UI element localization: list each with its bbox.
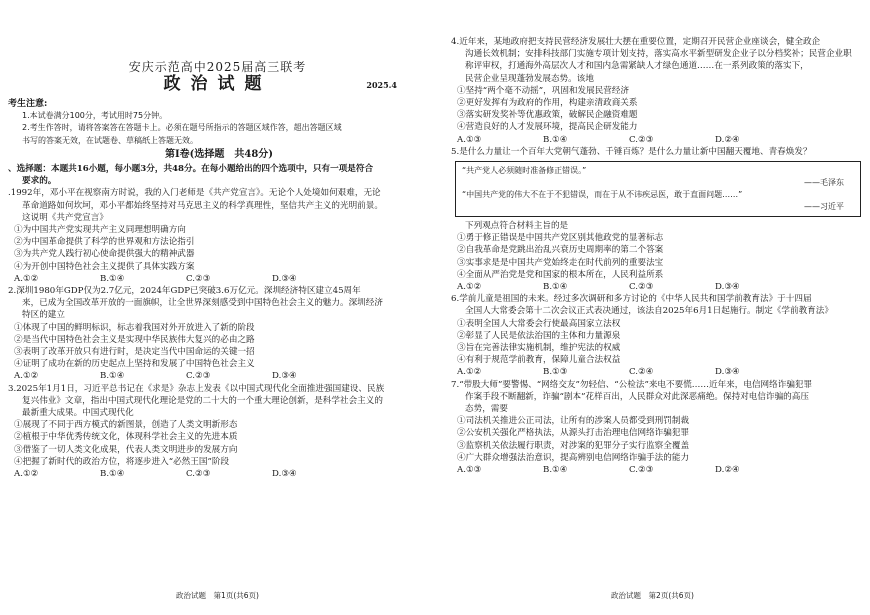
option: ②是当代中国特色社会主义是实现中华民族伟大复兴的必由之路 xyxy=(14,334,255,345)
option: ②为中国革命提供了科学的世界观和方法论指引 xyxy=(14,237,195,248)
question-3 xyxy=(8,383,430,481)
answer-c: C.②③ xyxy=(186,371,211,382)
quote-author: ——毛泽东 xyxy=(804,178,844,188)
question-stem: 态势，需要 xyxy=(465,404,508,415)
quote-author: ——习近平 xyxy=(804,202,844,212)
question-stem: 4.近年来，某地政府把支持民营经济发展壮大摆在重要位置，定期召开民营企业座谈会，健全政企 xyxy=(451,37,821,47)
option: ①体现了中国的鲜明标识，标志着我国对外开放进入了新的阶段 xyxy=(14,322,255,333)
exam-title: 政治试题 xyxy=(163,74,272,94)
answer-d: D.③④ xyxy=(272,273,297,284)
option: ②更好发挥有为政府的作用，构建亲清政商关系 xyxy=(457,98,638,109)
answer-b: B.①④ xyxy=(543,465,568,476)
answer-a: A.①② xyxy=(14,371,39,382)
answer-choices xyxy=(8,273,430,285)
option: ②公安机关强化严格执法，从源头打击治理电信网络诈骗犯罪 xyxy=(457,428,690,439)
option: ③表明了改革开放只有进行时，是决定当代中国命运的关键一招 xyxy=(14,347,255,358)
option: ④为开创中国特色社会主义提供了具体实践方案 xyxy=(14,261,195,272)
answer-b: B.①③ xyxy=(543,367,568,378)
section-intro: 、选择题：本题共16小题，每小题3分，共48分。在每小题给出的四个选项中，只有一项是符合 xyxy=(8,164,374,175)
answer-c: C.②③ xyxy=(629,134,654,145)
option: ①勇于修正错误是中国共产党区别其他政党的显著标志 xyxy=(457,233,664,244)
option: ③为共产党人践行初心使命提供强大的精神武器 xyxy=(14,249,195,260)
answer-d: D.③④ xyxy=(272,469,297,480)
answer-b: B.①④ xyxy=(543,282,568,293)
answer-c: C.②③ xyxy=(186,469,211,480)
answer-b: B.①④ xyxy=(100,273,125,284)
notice-item: 书写的答案无效，在试题卷、草稿纸上答题无效。 xyxy=(22,135,198,145)
answer-d: D.③④ xyxy=(715,282,740,293)
question-stem: 3.2025年1月1日，习近平总书记在《求是》杂志上发表《以中国式现代化全面推进强国建设、民族 xyxy=(8,383,385,394)
left-column xyxy=(8,98,430,480)
quote-box xyxy=(455,161,861,217)
option: ③落实研发奖补等优惠政策，破解民企融资难题 xyxy=(457,110,638,121)
question-stem: 5.是什么力量让一个百年大党朝气蓬勃、千锤百炼？是什么力量让新中国翻天覆地、青春焕发？ xyxy=(451,146,812,157)
quote-text: “中国共产党的伟大不在于不犯错误，而在于从不讳疾忌医，敢于直面问题……” xyxy=(462,190,743,200)
answer-c: C.②③ xyxy=(629,282,654,293)
option: ③监察机关依法履行职责，对涉案的犯罪分子实行监察全覆盖 xyxy=(457,440,690,451)
question-7 xyxy=(451,379,865,477)
question-stem: 民营企业呈现蓬勃发展态势。该地 xyxy=(465,73,594,84)
answer-choices xyxy=(8,468,430,480)
question-stem: 全国人大常委会第十二次会议正式表决通过，该法自2025年6月1日起施行。制定《学前教育法》 xyxy=(465,306,833,317)
title-row xyxy=(0,72,435,96)
question-1 xyxy=(8,187,430,285)
page-footer: 政治试题 第2页(共6页) xyxy=(611,591,694,600)
answer-a: A.①③ xyxy=(457,134,482,145)
question-stem: 7.“带股大师”要警惕、“网络交友”勿轻信、“公检法”来电不要慌……近年来，电信网络诈骗犯罪 xyxy=(451,379,813,390)
answer-b: B.①④ xyxy=(100,371,125,382)
answer-d: D.③④ xyxy=(715,367,740,378)
question-stem: 2.深圳1980年GDP仅为2.7亿元，2024年GDP已突破3.6万亿元。深圳经济特区建立45周年 xyxy=(8,286,361,297)
answer-choices xyxy=(451,464,865,476)
answer-a: A.①② xyxy=(14,469,39,480)
question-stem: 这说明《共产党宣言》 xyxy=(22,212,108,223)
notice-item: 2.考生作答时，请将答案答在答题卡上。必须在题号所指示的答题区域作答，超出答题区域 xyxy=(22,123,342,133)
exam-date: 2025.4 xyxy=(366,80,397,90)
question-stem: 革命道路如何坎坷，邓小平都始终坚持对马克思主义的科学真理性，坚信共产主义的光明前景。 xyxy=(22,200,383,211)
question-stem: 复兴伟业》文章，指出中国式现代化理论是党的二十大的一个重大理论创新，是科学社会主义的 xyxy=(22,395,383,406)
answer-a: A.①② xyxy=(457,367,482,378)
option: ④全面从严治党是党和国家的根本所在，人民利益所系 xyxy=(457,269,664,280)
option: ②植根于中华优秀传统文化，体现科学社会主义的先进本质 xyxy=(14,432,238,443)
option: ④证明了成功在新的历史起点上坚持和发展了中国特色社会主义 xyxy=(14,359,255,370)
option: ①坚持“两个毫不动摇”，巩固和发展民营经济 xyxy=(457,85,630,96)
notice-item: 1.本试卷满分100分，考试用时75分钟。 xyxy=(22,111,168,121)
answer-choices xyxy=(451,366,865,378)
question-stem: 沟通长效机制；安排科技部门实施专项计划支持，落实高水平新型研发企业子以分档奖补；民营企业职 xyxy=(465,49,852,60)
answer-c: C.②④ xyxy=(629,367,654,378)
option: ④营造良好的人才发展环境，提高民企研发能力 xyxy=(457,122,638,133)
answer-d: D.②④ xyxy=(715,134,740,145)
option: ①展现了不同于西方模式的新图景，创造了人类文明新形态 xyxy=(14,420,238,431)
answer-c: C.②③ xyxy=(629,465,654,476)
answer-choices xyxy=(451,281,865,293)
question-stem: .1992年，邓小平在视察南方时说，我的入门老师是《共产党宣言》。无论个人处境如何艰难，无论 xyxy=(8,188,381,199)
question-stem: 作案手段不断翻新，诈骗“剧本”花样百出，人民群众对此深恶痛绝。保持对电信诈骗的高压 xyxy=(465,391,809,402)
option: ①表明全国人大常委会行使最高国家立法权 xyxy=(457,318,621,329)
page-footer: 政治试题 第1页(共6页) xyxy=(176,591,259,600)
answer-b: B.①④ xyxy=(100,469,125,480)
question-lead: 下列观点符合材料主旨的是 xyxy=(465,221,569,232)
answer-c: C.②③ xyxy=(186,273,211,284)
option: ③旨在完善法律实施机制，维护宪法的权威 xyxy=(457,343,621,354)
right-column xyxy=(451,36,865,476)
question-stem: 特区的建立 xyxy=(22,310,65,321)
answer-d: D.②④ xyxy=(715,465,740,476)
section-intro: 要求的。 xyxy=(22,176,57,187)
question-5 xyxy=(451,146,865,293)
answer-a: A.①③ xyxy=(457,465,482,476)
answer-choices xyxy=(451,134,865,146)
option: ①为中国共产党实现共产主义同理想明确方向 xyxy=(14,225,186,236)
exam-page-2 xyxy=(435,0,870,615)
notice-title: 考生注意: xyxy=(8,99,48,109)
option: ③借鉴了一切人类文化成果，代表人类文明进步的发展方向 xyxy=(14,444,238,455)
option: ②彰显了人民是依法治国的主体和力量源泉 xyxy=(457,330,621,341)
question-6 xyxy=(451,293,865,378)
question-stem: 来，已成为全国改革开放的一面旗帜，让全世界深刻感受到中国特色社会主义的魅力。深圳经济 xyxy=(22,298,383,309)
section-title: 第Ⅰ卷(选择题 共48分) xyxy=(164,148,274,160)
question-4 xyxy=(451,36,865,146)
question-2 xyxy=(8,285,430,383)
option: ②自我革命是党跳出治乱兴衰历史周期率的第二个答案 xyxy=(457,245,664,256)
answer-b: B.①④ xyxy=(543,134,568,145)
question-stem: 称评审权，打通海外高层次人才和国内急需紧缺人才绿色通道……在一系列政策的落实下， xyxy=(465,61,809,72)
option: ④有利于规范学前教育，保障儿童合法权益 xyxy=(457,355,621,366)
option: ①司法机关推进公正司法，让所有的涉案人员都受到刑罚制裁 xyxy=(457,416,690,427)
option: ④把握了新时代的政治方位，将逐步进入“必然王国”阶段 xyxy=(14,456,230,467)
quote-text: “共产党人必须随时准备修正错误。” xyxy=(462,166,587,176)
option: ③实事求是是中国共产党始终走在时代前列的重要法宝 xyxy=(457,257,664,268)
answer-choices xyxy=(8,370,430,382)
answer-d: D.③④ xyxy=(272,371,297,382)
option: ④广大群众增强法治意识，提高辨别电信网络诈骗手法的能力 xyxy=(457,452,690,463)
answer-a: A.①② xyxy=(14,273,39,284)
answer-a: A.①② xyxy=(457,282,482,293)
question-stem: 6.学前儿童是祖国的未来。经过多次调研和多方讨论的《中华人民共和国学前教育法》于十四届 xyxy=(451,294,812,305)
school-name: 安庆示范高中2025届高三联考 xyxy=(128,60,307,74)
question-stem: 最新重大成果。中国式现代化 xyxy=(22,408,134,419)
